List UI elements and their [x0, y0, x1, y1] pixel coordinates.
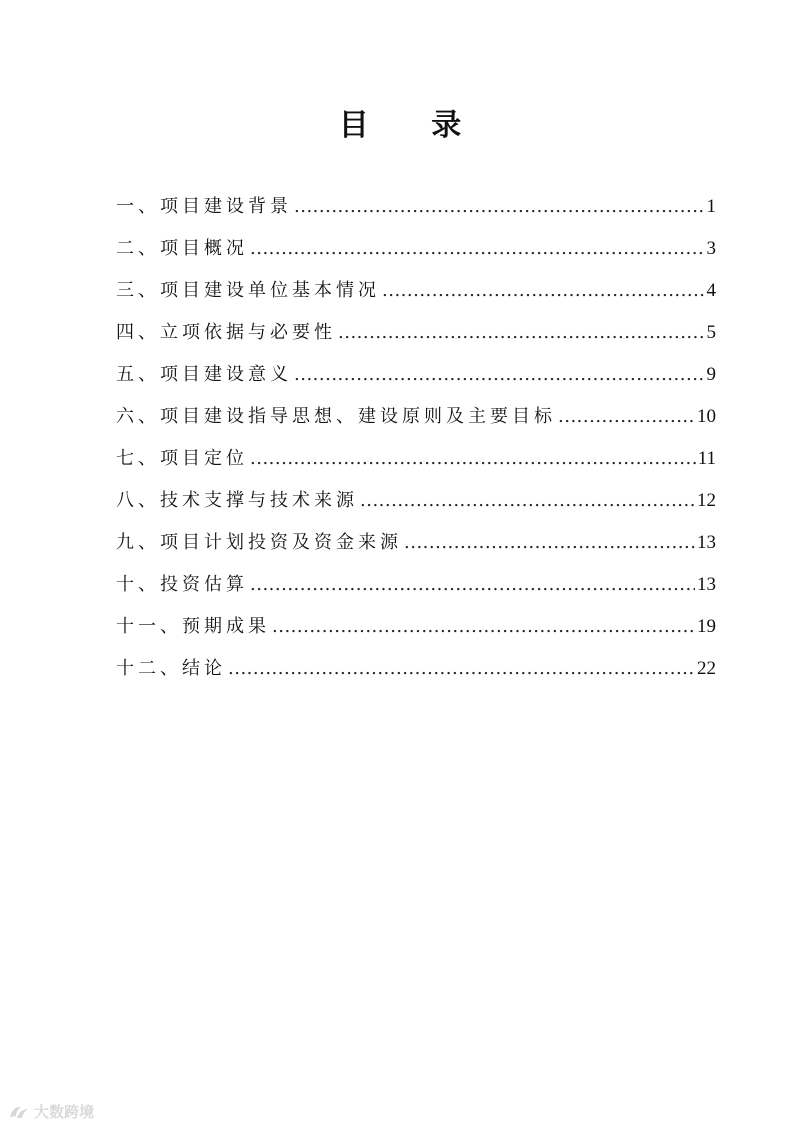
toc-entry-page: 13 [697, 574, 716, 595]
toc-entry-label: 十一、预期成果 [116, 616, 270, 637]
toc-dot-leader [558, 396, 695, 438]
toc-title: 目 录 [338, 108, 488, 143]
toc-dot-leader [250, 564, 695, 606]
toc-entry[interactable] [116, 396, 716, 438]
toc-entry-page: 12 [697, 490, 716, 511]
toc-entry-page: 5 [706, 322, 716, 343]
toc-entry-label: 三、项目建设单位基本情况 [116, 280, 380, 301]
toc-entry-page: 11 [697, 448, 716, 469]
toc-entry-label: 二、项目概况 [116, 238, 248, 259]
toc-entry[interactable] [116, 564, 716, 606]
toc-entry-label: 四、立项依据与必要性 [116, 322, 336, 343]
toc-entry-label: 九、项目计划投资及资金来源 [116, 532, 402, 553]
toc-entry-label: 一、项目建设背景 [116, 196, 292, 217]
toc-entry-page: 10 [697, 406, 716, 427]
toc-entry-label: 十二、结论 [116, 658, 226, 679]
toc-entry[interactable] [116, 186, 716, 228]
toc-entry[interactable] [116, 606, 716, 648]
toc-entry-label: 五、项目建设意义 [116, 364, 292, 385]
toc-entry[interactable] [116, 522, 716, 564]
toc-dot-leader [404, 522, 695, 564]
toc-dot-leader [272, 606, 695, 648]
toc-entry-label: 七、项目定位 [116, 448, 248, 469]
toc-entry-page: 22 [697, 658, 716, 679]
toc-entry-page: 9 [706, 364, 716, 385]
toc-dot-leader [294, 354, 705, 396]
toc-entry[interactable] [116, 270, 716, 312]
toc-dot-leader [250, 438, 696, 480]
toc-entry-label: 八、技术支撑与技术来源 [116, 490, 358, 511]
toc-entry-page: 4 [706, 280, 716, 301]
toc-entry-page: 3 [706, 238, 716, 259]
toc-list [116, 186, 716, 690]
toc-dot-leader [338, 312, 705, 354]
toc-entry[interactable] [116, 312, 716, 354]
toc-entry[interactable] [116, 354, 716, 396]
toc-entry[interactable] [116, 438, 716, 480]
toc-entry[interactable] [116, 480, 716, 522]
toc-dot-leader [250, 228, 705, 270]
watermark [8, 1101, 94, 1122]
brand-logo-icon [8, 1103, 30, 1121]
toc-entry-page: 13 [697, 532, 716, 553]
toc-dot-leader [294, 186, 705, 228]
toc-entry[interactable] [116, 648, 716, 690]
toc-entry-label: 六、项目建设指导思想、建设原则及主要目标 [116, 406, 556, 427]
toc-entry-page: 19 [697, 616, 716, 637]
toc-entry-page: 1 [706, 196, 716, 217]
watermark-text: 大数跨境 [34, 1103, 95, 1121]
toc-dot-leader [228, 648, 695, 690]
toc-dot-leader [382, 270, 705, 312]
toc-entry[interactable] [116, 228, 716, 270]
toc-dot-leader [360, 480, 695, 522]
toc-entry-label: 十、投资估算 [116, 574, 248, 595]
